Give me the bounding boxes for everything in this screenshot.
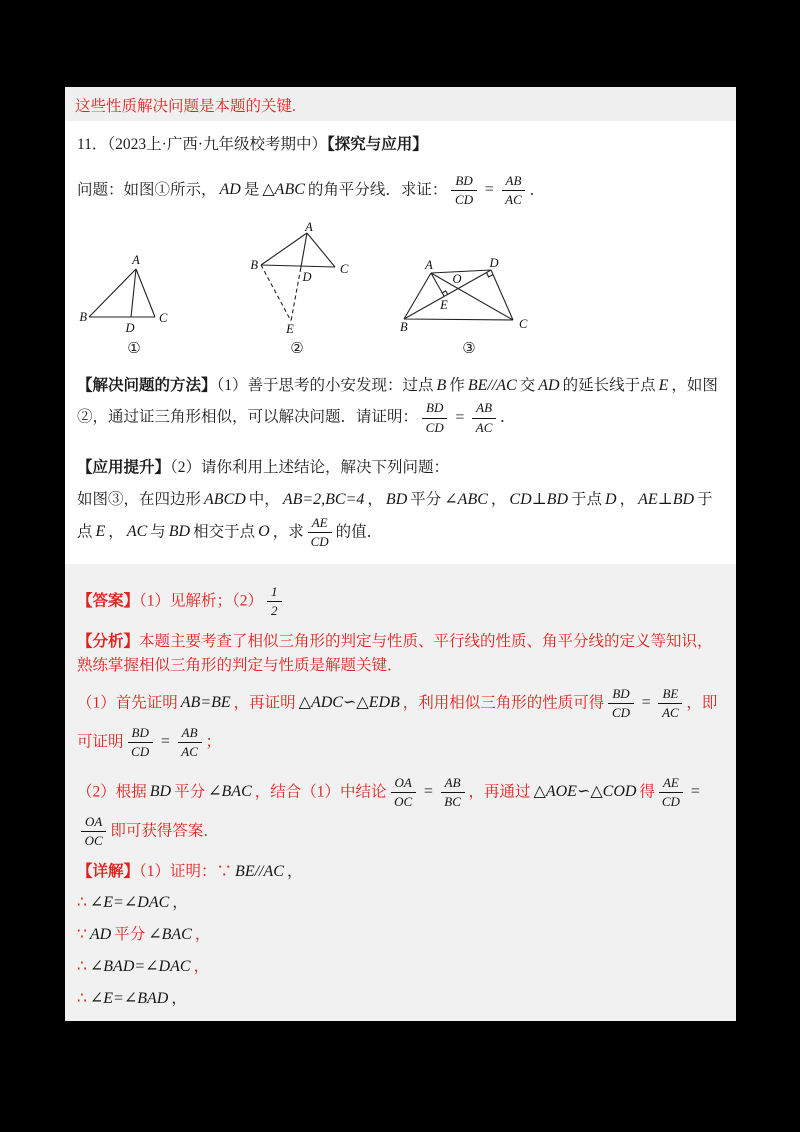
- fig2-label-A: A: [305, 220, 313, 234]
- figure-3-drawing: [399, 257, 539, 335]
- math-inline: AD: [219, 181, 241, 199]
- math-fraction: $\frac{AE}{CD}$: [308, 515, 332, 551]
- math-inline: ∠E=∠BAD: [89, 989, 169, 1007]
- math-fraction: $\frac{BE}{AC}$: [658, 686, 682, 722]
- text-run: ∵: [77, 926, 87, 944]
- fig3-label-A: A: [425, 257, 433, 272]
- text-run: ；: [205, 733, 222, 751]
- text-run: ，即可证明: [77, 693, 718, 751]
- math-inline: BD: [168, 522, 191, 540]
- text-run: ∴: [77, 989, 87, 1007]
- math-inline: △AOE∽△COD: [533, 782, 637, 800]
- text-run: ，再证明: [233, 693, 296, 711]
- text-run: 平分: [114, 926, 146, 944]
- text-run: ，结合（1）中结论: [254, 782, 387, 800]
- fig2-label-D: D: [302, 269, 312, 284]
- text-run: 是: [243, 181, 260, 199]
- text-run: ，: [619, 490, 636, 508]
- figure-1-drawing: [79, 253, 189, 335]
- figure-1: [79, 253, 189, 358]
- math-inline: =: [454, 408, 466, 426]
- answer-section: [65, 564, 736, 1021]
- text-run: ，如图②，通过证三角形相似，可以解决问题．请证明：: [77, 376, 718, 426]
- math-inline: =: [159, 733, 171, 751]
- apply-problem: [77, 488, 724, 552]
- math-fraction: $\frac{AB}{BC}$: [441, 775, 465, 811]
- text-run: ，: [172, 894, 188, 912]
- math-inline: BD: [385, 490, 408, 508]
- math-inline: AE⊥BD: [638, 490, 695, 508]
- figure-2-caption: ②: [290, 340, 304, 357]
- math-inline: AC: [126, 522, 148, 540]
- math-inline: =: [689, 782, 701, 800]
- analysis-step2: [77, 773, 724, 852]
- math-inline: ∠BAC: [148, 926, 192, 944]
- detail-proof-line4: [77, 955, 724, 980]
- math-inline: B: [436, 376, 447, 394]
- text-run: 的角平分线．求证：: [307, 181, 448, 199]
- math-inline: AB=2,BC=4: [282, 490, 365, 508]
- figure-2-drawing: [245, 221, 349, 335]
- math-fraction: $\frac{BD}{CD}$: [128, 725, 153, 761]
- math-fraction: $\frac{AB}{AC}$: [178, 725, 202, 761]
- math-inline: ∠ABC: [444, 490, 488, 508]
- text-run: 【详解】: [77, 862, 140, 880]
- text-run: ，利用相似三角形的性质可得: [402, 693, 605, 711]
- text-run: 得: [639, 782, 655, 800]
- math-inline: BE//AC: [235, 862, 284, 880]
- text-run: （1）善于思考的小安发现：过点: [216, 376, 434, 394]
- math-inline: O: [258, 522, 270, 540]
- text-run: （2）根据: [77, 782, 147, 800]
- fig1-label-A: A: [132, 252, 140, 267]
- text-run: ．: [529, 181, 545, 199]
- text-run: ∵: [216, 862, 233, 880]
- text-run: （1）首先证明: [77, 693, 178, 711]
- math-fraction: $\frac{AB}{AC}$: [472, 400, 496, 436]
- text-run: 平分: [174, 782, 206, 800]
- problem-statement: [77, 171, 724, 211]
- analysis-paragraph: [77, 630, 724, 678]
- fig2-label-E: E: [286, 321, 294, 335]
- text-run: 平分: [410, 490, 442, 508]
- math-inline: =: [422, 782, 434, 800]
- math-fraction: $\frac{AE}{CD}$: [659, 775, 683, 811]
- text-run: ，: [171, 989, 187, 1007]
- text-run: 【探究与应用】: [327, 136, 428, 153]
- math-inline: BE//AC: [467, 376, 517, 394]
- key-note-text: [75, 95, 726, 119]
- fig3-label-O: O: [452, 271, 462, 286]
- math-fraction: $\frac{BD}{CD}$: [422, 400, 447, 436]
- text-run: 本题主要考查了相似三角形的判定与性质、平行线的性质、角平分线的定义等知识，熟练掌握相似三角形的判定与性质是解题关键．: [77, 632, 713, 674]
- math-inline: CD⊥BD: [509, 490, 569, 508]
- text-run: ，求: [272, 522, 304, 540]
- math-fraction: $\frac{1}{2}$: [267, 584, 282, 620]
- figure-3: [399, 257, 539, 358]
- text-run: 11．（2023上·广西·九年级校考期中）: [77, 136, 327, 153]
- text-run: 【答案】: [77, 592, 140, 610]
- text-run: （1）见解析；（2）: [139, 592, 264, 610]
- text-run: 如图③，在四边形: [77, 490, 202, 508]
- problem-number-source: [77, 133, 724, 157]
- math-fraction: $\frac{OA}{OC}$: [391, 775, 416, 811]
- text-run: 作: [449, 376, 465, 394]
- detail-proof-line2: [77, 891, 724, 916]
- text-run: 中，: [248, 490, 280, 508]
- math-inline: ∠BAD=∠DAC: [89, 958, 191, 976]
- math-inline: ABCD: [204, 490, 246, 508]
- text-run: 与: [150, 522, 166, 540]
- text-run: ，: [286, 862, 303, 880]
- text-run: 【应用提升】: [77, 458, 171, 476]
- text-run: （1）证明：: [139, 862, 217, 880]
- fig3-label-E: E: [440, 297, 448, 312]
- text-run: 问题：如图①所示，: [77, 181, 217, 199]
- text-run: ．: [500, 408, 516, 426]
- math-inline: =: [640, 693, 652, 711]
- text-run: ，: [193, 958, 210, 976]
- text-run: ，再通过: [468, 782, 531, 800]
- text-run: ，: [108, 522, 124, 540]
- text-run: 于点: [571, 490, 603, 508]
- math-inline: △ADC∽△EDB: [298, 693, 400, 711]
- math-inline: =: [483, 181, 495, 199]
- text-run: 【分析】: [77, 632, 140, 650]
- answer-line: [77, 582, 724, 622]
- text-run: ∴: [77, 894, 87, 912]
- previous-note-band: [65, 87, 736, 121]
- math-inline: AD: [538, 376, 560, 394]
- detail-proof-line1: [77, 860, 724, 885]
- fig2-label-C: C: [340, 261, 349, 276]
- fig3-label-C: C: [519, 316, 528, 331]
- text-run: 【解决问题的方法】: [77, 376, 217, 394]
- problem-section: [65, 121, 736, 564]
- math-inline: E: [658, 376, 669, 394]
- text-run: 即可获得答案．: [110, 822, 219, 840]
- fig1-label-C: C: [159, 310, 168, 325]
- text-run: ∴: [77, 958, 87, 976]
- fig3-label-D: D: [489, 256, 499, 270]
- text-run: ，: [194, 926, 211, 944]
- apply-header: [77, 456, 724, 480]
- document-page: [65, 87, 736, 1021]
- detail-proof-line3: [77, 923, 724, 948]
- text-run: （2）请你利用上述结论，解决下列问题：: [170, 458, 450, 476]
- fig2-label-B: B: [250, 257, 258, 272]
- figure-3-caption: ③: [462, 340, 476, 357]
- text-run: 的值．: [335, 522, 383, 540]
- text-run: 相交于点: [193, 522, 256, 540]
- figure-2: [245, 221, 349, 358]
- text-run: 这些性质解决问题是本题的关键.: [75, 98, 296, 115]
- fig3-label-B: B: [400, 319, 408, 334]
- text-run: 的延长线于点: [562, 376, 656, 394]
- math-fraction: $\frac{AB}{AC}$: [502, 173, 526, 209]
- math-inline: ∠E=∠DAC: [89, 894, 170, 912]
- fig1-label-D: D: [125, 320, 135, 335]
- method-paragraph: [77, 374, 724, 438]
- text-run: ，: [367, 490, 383, 508]
- math-inline: AB=BE: [180, 693, 231, 711]
- fig1-label-B: B: [79, 309, 87, 324]
- math-fraction: $\frac{BD}{CD}$: [451, 173, 476, 209]
- math-inline: △ABC: [262, 181, 305, 199]
- math-inline: D: [605, 490, 617, 508]
- figure-1-caption: ①: [127, 340, 141, 357]
- math-inline: BD: [149, 782, 172, 800]
- math-fraction: $\frac{OA}{OC}$: [81, 814, 106, 850]
- math-fraction: $\frac{BD}{CD}$: [608, 686, 633, 722]
- figure-row: [77, 221, 724, 358]
- text-run: 交: [519, 376, 536, 394]
- text-run: 于点: [77, 490, 713, 540]
- detail-proof-line5: [77, 987, 724, 1012]
- text-run: ，: [490, 490, 507, 508]
- math-inline: AD: [89, 926, 112, 944]
- math-inline: ∠BAC: [208, 782, 252, 800]
- analysis-step1: [77, 684, 724, 763]
- math-inline: E: [95, 522, 106, 540]
